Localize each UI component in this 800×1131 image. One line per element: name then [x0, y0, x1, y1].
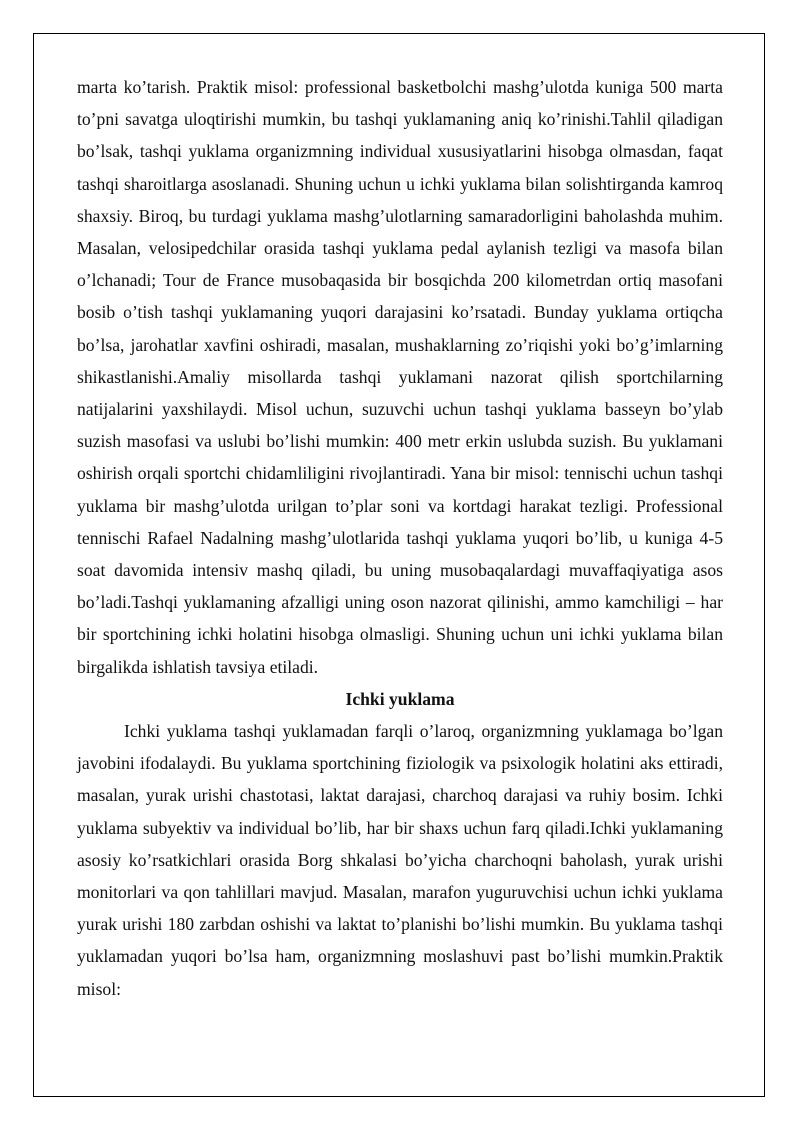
body-paragraph-internal-load: Ichki yuklama tashqi yuklamadan farqli o’laroq, organizmning yuklamaga bo’lgan javobini ifodalaydi. Bu yuklama sportchining fiziologik va psixologik holatini aks ettiradi, masalan, yurak urishi chastotasi, laktat darajasi, charchoq darajasi va ruhiy bosim. Ichki yuklama subyektiv va individual bo’lib, har bir shaxs uchun farq qiladi.Ichki yuklamaning asosiy ko’rsatkichlari orasida Borg shkalasi bo’yicha charchoqni baholash, yurak urishi monitorlari va qon tahlillari mavjud. Masalan, marafon yuguruvchisi uchun ichki yuklama yurak urishi 180 zarbdan oshishi va laktat to’planishi bo’lishi mumkin. Bu yuklama tashqi yuklamadan yuqori bo’lsa ham, organizmning moslashuvi past bo’lishi mumkin.Praktik misol: — [77, 721, 723, 999]
document-body — [77, 71, 723, 1005]
body-paragraph-external-load: marta ko’tarish. Praktik misol: professional basketbolchi mashg’ulotda kuniga 500 marta to’pni savatga uloqtirishi mumkin, bu tashqi yuklamaning aniq ko’rinishi.Tahlil qiladigan bo’lsak, tashqi yuklama organizmning individual xususiyatlarini hisobga olmasdan, faqat tashqi sharoitlarga asoslanadi. Shuning uchun u ichki yuklama bilan solishtirganda kamroq shaxsiy. Biroq, bu turdagi yuklama mashg’ulotlarning samaradorligini baholashda muhim. Masalan, velosipedchilar orasida tashqi yuklama pedal aylanish tezligi va masofa bilan o’lchanadi; Tour de France musobaqasida bir bosqichda 200 kilometrdan ortiq masofani bosib o’tish tashqi yuklamaning yuqori darajasini ko’rsatadi. Bunday yuklama ortiqcha bo’lsa, jarohatlar xavfini oshiradi, masalan, mushaklarning zo’riqishi yoki bo’g’imlarning shikastlanishi.Amaliy misollarda tashqi yuklamani nazorat qilish sportchilarning natijalarini yaxshilaydi. Misol uchun, suzuvchi uchun tashqi yuklama basseyn bo’ylab suzish masofasi va uslubi bo’lishi mumkin: 400 metr erkin uslubda suzish. Bu yuklamani oshirish orqali sportchi chidamliligini rivojlantiradi. Yana bir misol: tennischi uchun tashqi yuklama bir mashg’ulotda urilgan to’plar soni va kortdagi harakat tezligi. Professional tennischi Rafael Nadalning mashg’ulotlarida tashqi yuklama yuqori bo’lib, u kuniga 4-5 soat davomida intensiv mashq qiladi, bu uning musobaqalardagi muvaffaqiyatiga asos bo’ladi.Tashqi yuklamaning afzalligi uning oson nazorat qilinishi, ammo kamchiligi – har bir sportchining ichki holatini hisobga olmasligi. Shuning uchun uni ichki yuklama bilan birgalikda ishlatish tavsiya etiladi. — [77, 77, 723, 677]
section-heading: Ichki yuklama — [345, 688, 455, 709]
